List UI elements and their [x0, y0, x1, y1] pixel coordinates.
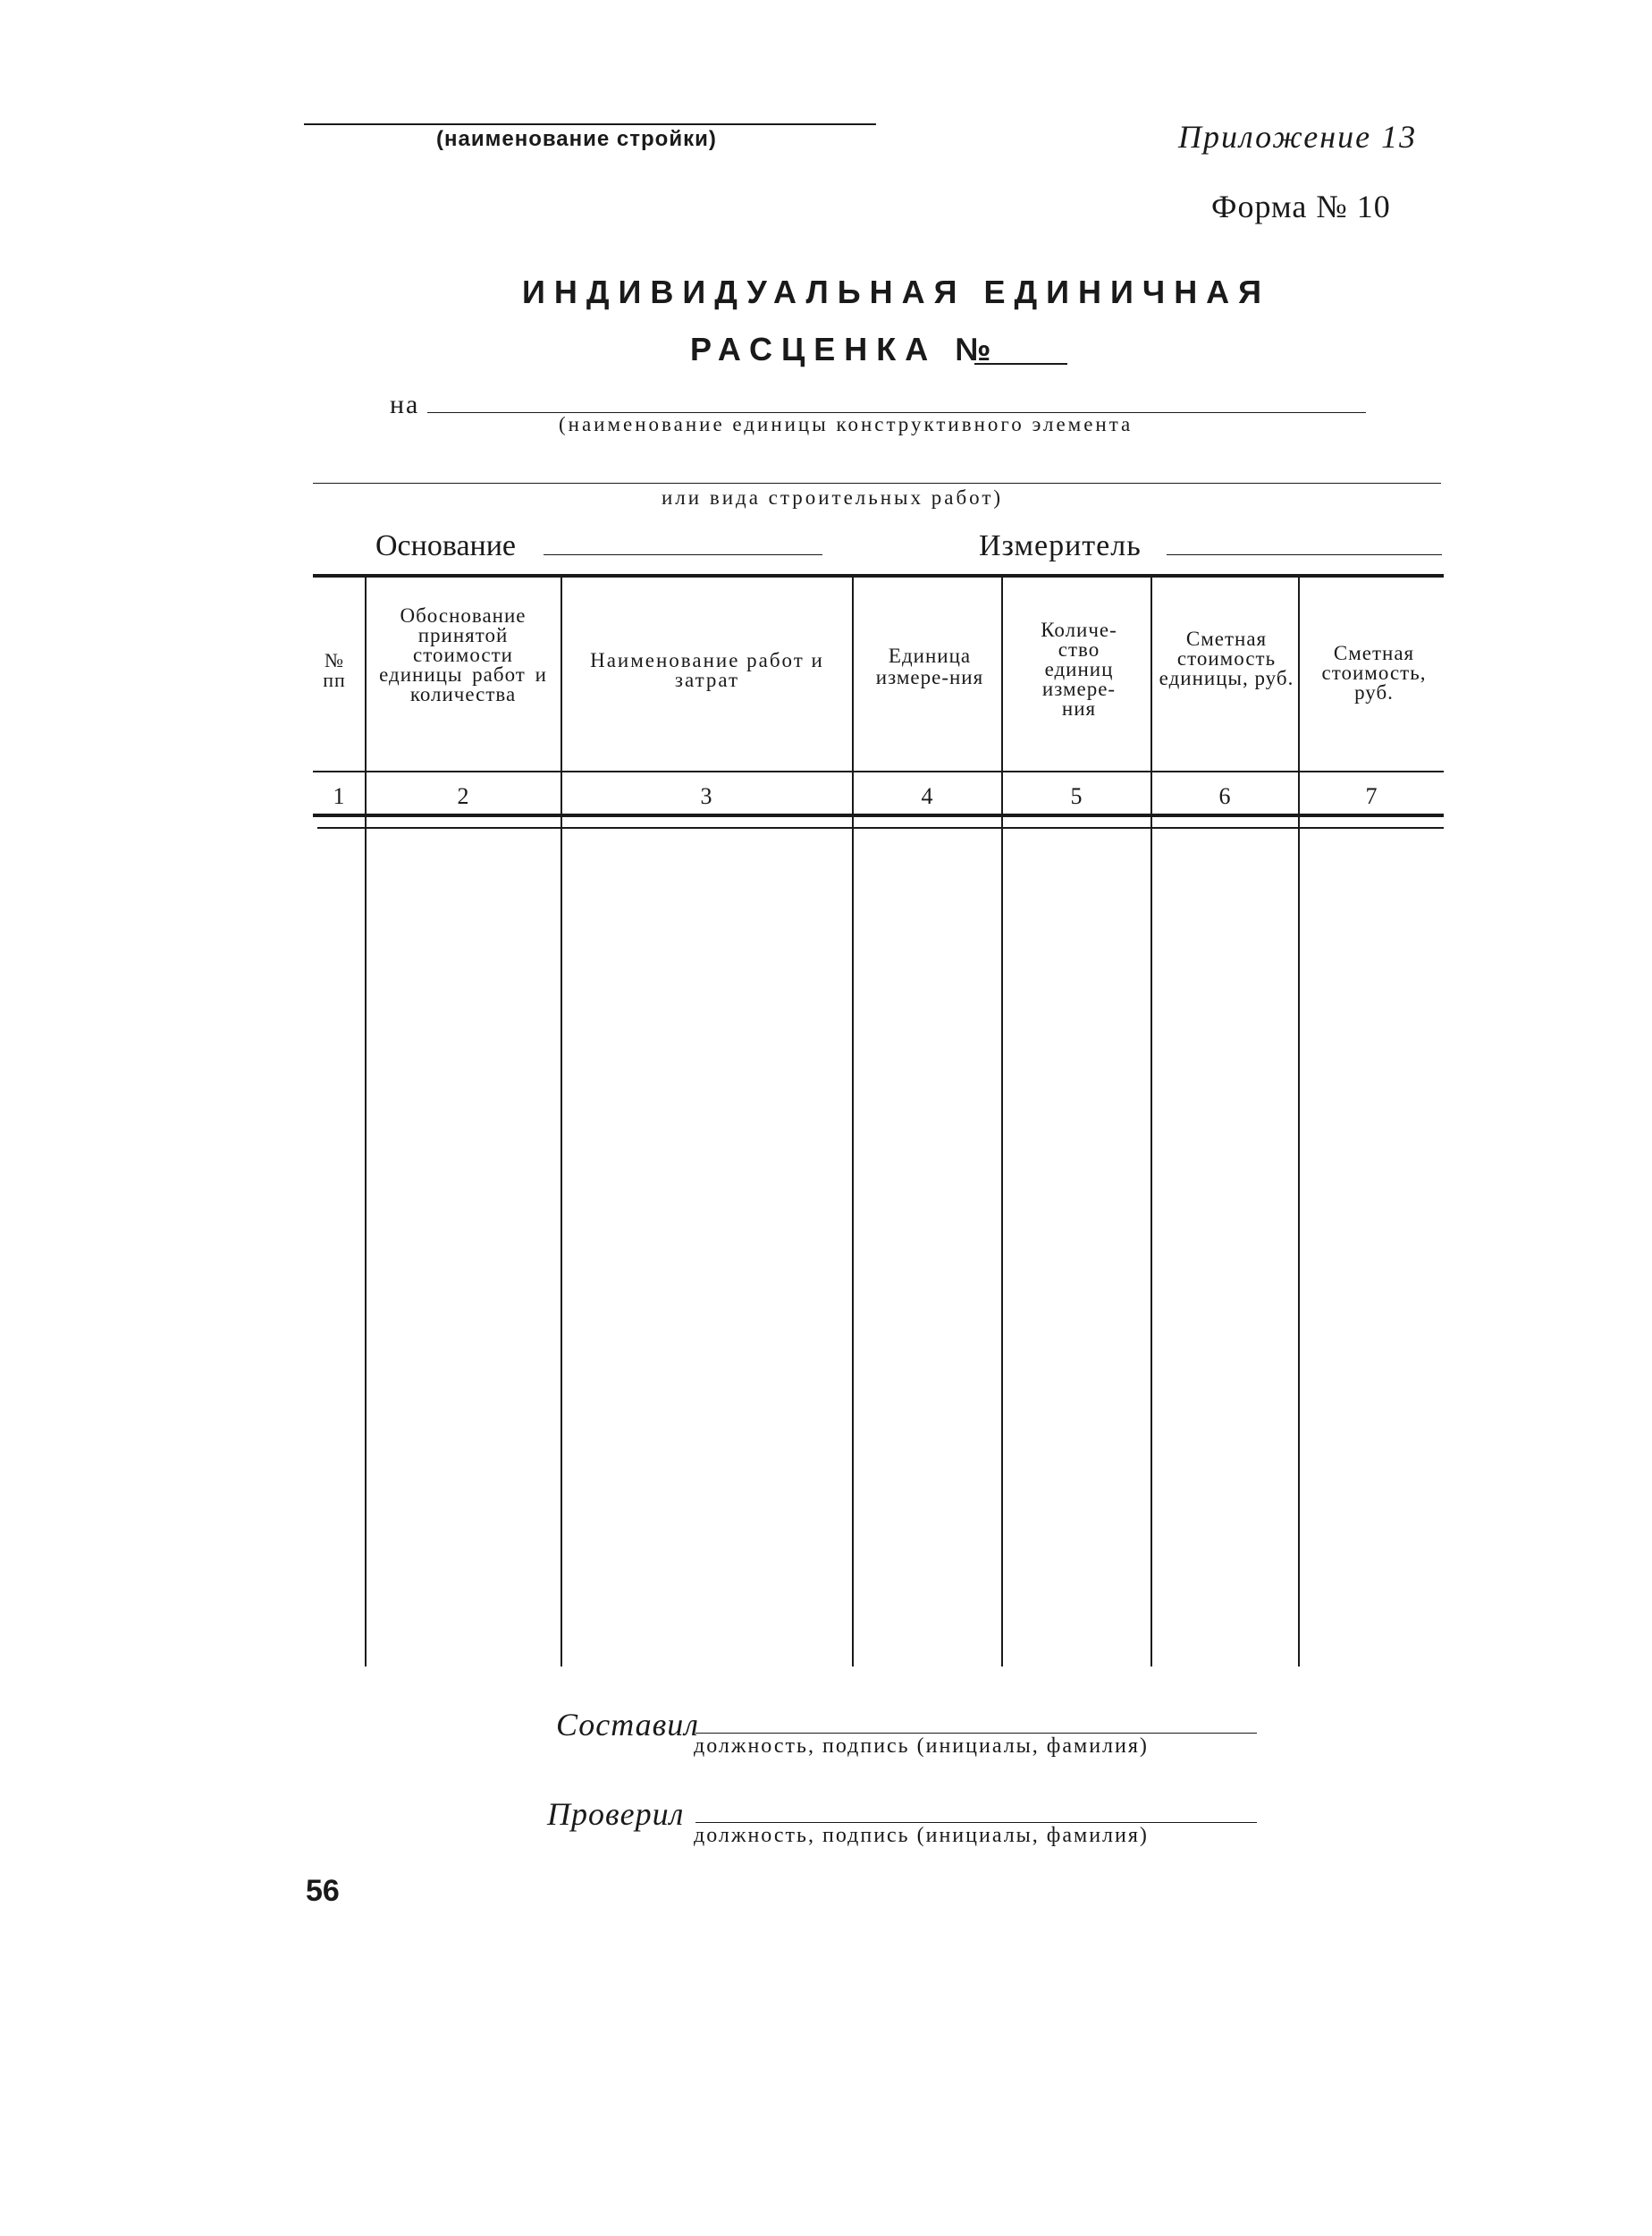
- table-numbers-divider: [313, 814, 1444, 817]
- subject-caption-2: или вида строительных работ): [662, 486, 1004, 509]
- column-divider: [560, 578, 562, 1666]
- meter-label: Измеритель: [979, 529, 1142, 562]
- checked-signature-line: [695, 1822, 1257, 1823]
- construction-name-line: [304, 123, 876, 125]
- column-number: 1: [333, 783, 345, 809]
- header-unit-cost: Сметная стоимость единицы, руб.: [1159, 628, 1294, 689]
- header-work-name: Наименование работ и затрат: [590, 649, 824, 691]
- form-number: Форма № 10: [1211, 189, 1391, 224]
- checked-label: Проверил: [547, 1796, 685, 1832]
- column-number: 6: [1218, 783, 1231, 809]
- column-divider: [365, 578, 367, 1666]
- header-unit-quantity: Количе-ство единиц измере-ния: [1041, 619, 1117, 720]
- header-row-number: № пп: [323, 649, 346, 691]
- checked-caption: должность, подпись (инициалы, фамилия): [694, 1824, 1149, 1847]
- column-number: 3: [700, 783, 712, 809]
- compiled-caption: должность, подпись (инициалы, фамилия): [694, 1734, 1149, 1758]
- subject-prefix: на: [390, 390, 420, 419]
- table-top-border: [313, 574, 1444, 578]
- table-body-top-border: [317, 827, 1444, 829]
- appendix-label: Приложение 13: [1178, 119, 1418, 155]
- header-basis-cost: Обоснование принятой стоимости единицы работ и количества: [379, 604, 547, 705]
- header-total-cost: Сметная стоимость, руб.: [1321, 642, 1427, 704]
- compiled-signature-line: [695, 1733, 1257, 1734]
- construction-name-caption: (наименование стройки): [436, 127, 717, 151]
- column-number: 4: [921, 783, 933, 809]
- column-divider: [852, 578, 854, 1666]
- document-subtitle: РАСЦЕНКА №: [690, 331, 1000, 367]
- subject-caption-1: (наименование единицы конструктивного элемента: [559, 413, 1134, 435]
- column-divider: [1001, 578, 1003, 1666]
- column-divider: [1150, 578, 1152, 1666]
- document-title: ИНДИВИДУАЛЬНАЯ ЕДИНИЧНАЯ: [522, 274, 1271, 310]
- subject-line-2: [313, 483, 1441, 484]
- column-number: 7: [1365, 783, 1378, 809]
- table-header-divider: [313, 771, 1444, 772]
- basis-label: Основание: [375, 529, 517, 562]
- meter-line: [1167, 554, 1442, 555]
- column-number: 5: [1070, 783, 1083, 809]
- basis-line: [544, 554, 822, 555]
- page-number: 56: [306, 1874, 340, 1908]
- column-number: 2: [457, 783, 469, 809]
- header-unit: Единица измере-ния: [875, 645, 984, 688]
- rate-number-line: [974, 363, 1067, 365]
- compiled-label: Составил: [556, 1707, 699, 1742]
- column-divider: [1298, 578, 1300, 1666]
